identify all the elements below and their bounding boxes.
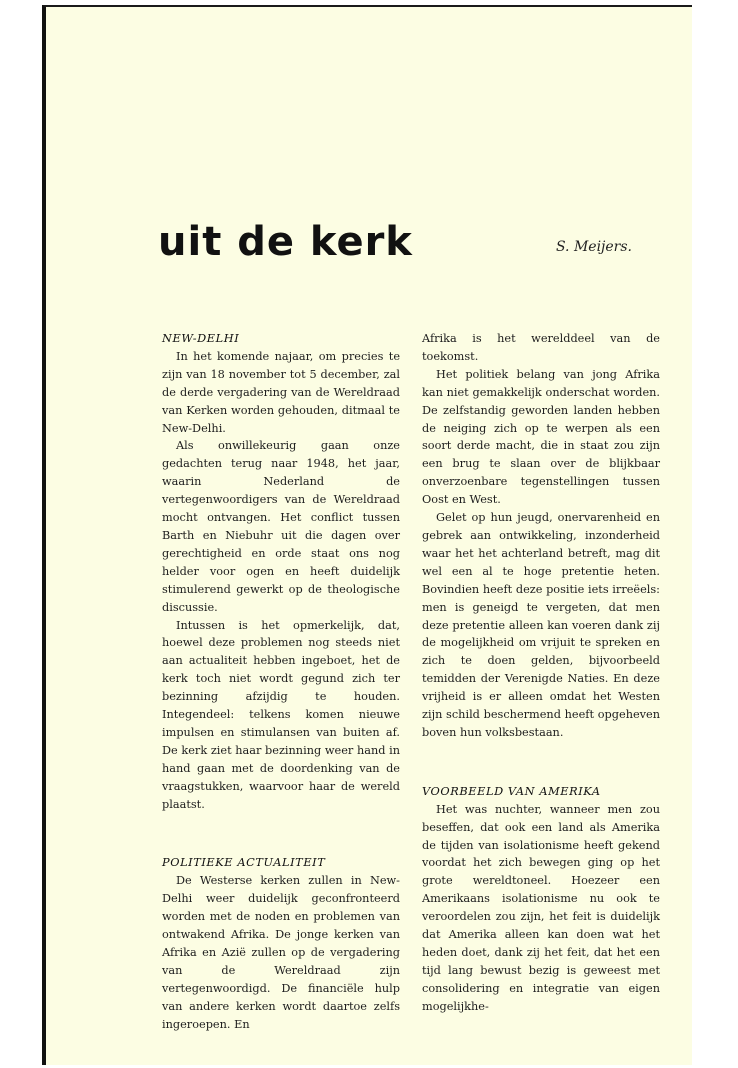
paragraph: Gelet op hun jeugd, onervarenheid en gebrek aan ontwikkeling, inzonderheid waar het het achterland betreft, mag dit wel een al te hoge pretentie heten. Bovindien heeft deze positie iets irreëels: men is geneigd te vergeten, dat men deze pretentie alleen kan voeren dank zij de mogelijkheid om vrijuit te spreken en zich te doen gelden, bijvoorbeeld temidden der Verenigde Naties. En deze vrijheid is er alleen omdat het Westen zijn schild beschermend heeft opgeheven boven hun volksbestaan. [422, 511, 660, 739]
right-column [422, 330, 660, 1016]
paragraph: De Westerse kerken zullen in New-Delhi weer duidelijk geconfronteerd worden met de noden en problemen van ontwakend Afrika. De jonge kerken van Afrika en Azië zullen op de vergadering van de Wereldraad zijn vertegenwoordigd. De financiële hulp van andere kerken wordt daartoe zelfs ingeroepen. En [162, 874, 400, 1031]
paragraph: Het was nuchter, wanneer men zou beseffen, dat ook een land als Amerika de tijden van isolationisme heeft gekend voordat het zich bewegen ging op het grote wereldtoneel. Hoezeer een Amerikaans isolationisme nu ook te veroordelen zou zijn, het feit is duidelijk dat Amerika alleen kan doen wat het heden doet, dank zij het feit, dat het een tijd lang bewust bezig is geweest met consolidering en integratie van eigen mogelijkhe- [422, 802, 660, 1013]
paragraph-continuation: Afrika is het werelddeel van de toekomst. [422, 332, 660, 363]
author-name: S. Meijers. [555, 239, 632, 255]
paragraph: Intussen is het opmerkelijk, dat, hoewel deze problemen nog steeds niet aan actualiteit hebben ingeboet, het de kerk toch niet wordt gegund zich ter bezinning afzijdig te houden. Integendeel: telkens komen nieuwe impulsen en stimulansen van buiten af. De kerk ziet haar bezinning weer hand in hand gaan met de doordenking van de vraagstukken, waarvoor haar de wereld plaatst. [162, 618, 400, 811]
page-title: uit de kerk [158, 219, 413, 265]
section-heading-voorbeeld-van-amerika: VOORBEELD VAN AMERIKA [422, 784, 601, 798]
paragraph: Als onwillekeurig gaan onze gedachten terug naar 1948, het jaar, waarin Nederland de vertegenwoordigers van de Wereldraad mocht ontvangen. Het conflict tussen Barth en Niebuhr uit die dagen over gerechtigheid en orde staat ons nog helder voor ogen en heeft duidelijk stimulerend gewerkt op de theologische discussie. [162, 439, 400, 614]
section-heading-politieke-actualiteit: POLITIEKE ACTUALITEIT [162, 856, 326, 870]
left-column [162, 330, 400, 1034]
paragraph: In het komende najaar, om precies te zijn van 18 november tot 5 december, zal de derde vergadering van de Wereldraad van Kerken worden gehouden, ditmaal te New-Delhi. [162, 349, 400, 435]
section-heading-new-delhi: NEW-DELHI [162, 332, 240, 345]
page [42, 5, 692, 1065]
paragraph: Het politiek belang van jong Afrika kan niet gemakkelijk onderschat worden. De zelfstandig geworden landen hebben de neiging zich op te werpen als een soort derde macht, die in staat zou zijn een brug te slaan over de blijkbaar onverzoenbare tegenstellingen tussen Oost en West. [422, 367, 660, 507]
